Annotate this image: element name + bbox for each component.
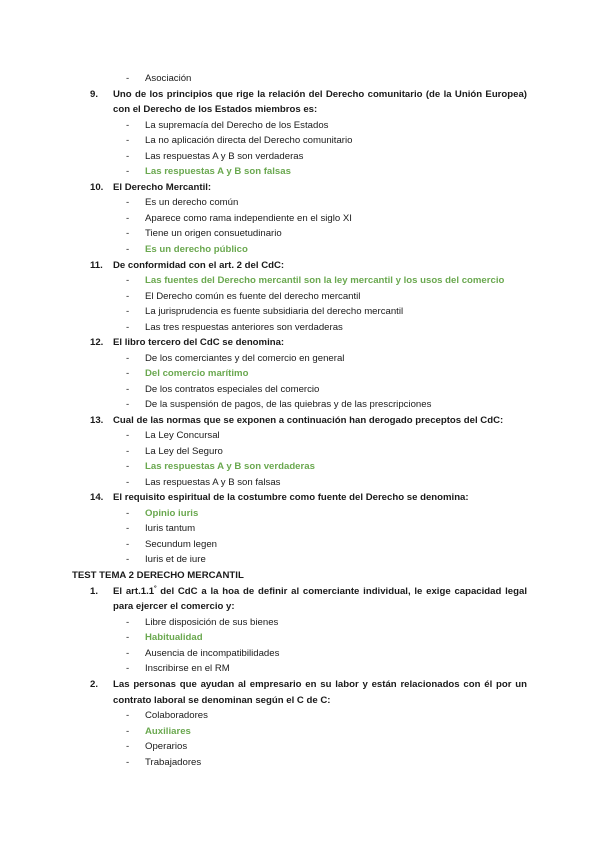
q13-text: Cual de las normas que se exponen a continuación han derogado preceptos del CdC: bbox=[113, 415, 504, 426]
bullet-dash: - bbox=[126, 430, 130, 441]
bullet-dash: - bbox=[126, 399, 130, 410]
q13-number: 13. bbox=[90, 415, 104, 426]
bullet-dash: - bbox=[126, 446, 130, 457]
bullet-dash: - bbox=[126, 368, 130, 379]
t2q2-option-b-correct: Auxiliares bbox=[145, 726, 191, 737]
q9-option-b: La no aplicación directa del Derecho comunitario bbox=[145, 135, 353, 146]
q9-option-a: La supremacía del Derecho de los Estados bbox=[145, 120, 329, 131]
t2q1-text-line2: para ejercer el comercio y: bbox=[113, 601, 235, 612]
q11-option-a-correct: Las fuentes del Derecho mercantil son la ley mercantil y los usos del comercio bbox=[145, 275, 505, 286]
t2q2-option-d: Trabajadores bbox=[145, 757, 202, 768]
q13-option-c-correct: Las respuestas A y B son verdaderas bbox=[145, 461, 315, 472]
t2q1-number: 1. bbox=[90, 586, 99, 597]
bullet-dash: - bbox=[126, 648, 130, 659]
t2q1-option-b-correct: Habitualidad bbox=[145, 632, 203, 643]
bullet-dash: - bbox=[126, 384, 130, 395]
bullet-dash: - bbox=[126, 322, 130, 333]
q14-option-c: Secundum legen bbox=[145, 539, 218, 550]
bullet-dash: - bbox=[126, 710, 130, 721]
q11-option-c: La jurisprudencia es fuente subsidiaria del derecho mercantil bbox=[145, 306, 404, 317]
bullet-dash: - bbox=[126, 663, 130, 674]
bullet-dash: - bbox=[126, 461, 130, 472]
q12-option-a: De los comerciantes y del comercio en general bbox=[145, 353, 345, 364]
q10-option-c: Tiene un origen consuetudinario bbox=[145, 228, 282, 239]
t2q1-text-b: del CdC a la hoa de definir al comerciante individual, le exige capacidad legal bbox=[156, 586, 527, 597]
q11-number: 11. bbox=[90, 260, 103, 271]
t2q2-number: 2. bbox=[90, 679, 99, 690]
bullet-dash: - bbox=[126, 166, 130, 177]
bullet-dash: - bbox=[126, 228, 130, 239]
bullet-dash: - bbox=[126, 757, 130, 768]
q12-option-b-correct: Del comercio marítimo bbox=[145, 368, 249, 379]
q12-option-c: De los contratos especiales del comercio bbox=[145, 384, 320, 395]
q14-option-b: Iuris tantum bbox=[145, 523, 196, 534]
t2q1-text-a: El art.1.1 bbox=[113, 586, 155, 597]
bullet-dash: - bbox=[126, 617, 130, 628]
q10-option-a: Es un derecho común bbox=[145, 197, 239, 208]
t2q2-option-a: Colaboradores bbox=[145, 710, 208, 721]
section-heading: TEST TEMA 2 DERECHO MERCANTIL bbox=[72, 570, 244, 581]
bullet-dash: - bbox=[126, 135, 130, 146]
q14-option-a-correct: Opinio iuris bbox=[145, 508, 199, 519]
bullet-dash: - bbox=[126, 151, 130, 162]
q10-option-b: Aparece como rama independiente en el siglo XI bbox=[145, 213, 352, 224]
q12-option-d: De la suspensión de pagos, de las quiebras y de las prescripciones bbox=[145, 399, 432, 410]
bullet-dash: - bbox=[126, 477, 130, 488]
bullet-dash: - bbox=[126, 632, 130, 643]
t2q1-superscript: º bbox=[154, 584, 157, 592]
bullet-dash: - bbox=[126, 306, 130, 317]
bullet-dash: - bbox=[126, 120, 130, 131]
bullet-dash: - bbox=[126, 244, 130, 255]
q9-option-c: Las respuestas A y B son verdaderas bbox=[145, 151, 304, 162]
t2q1-text-line1 bbox=[113, 585, 527, 599]
bullet-dash: - bbox=[126, 726, 130, 737]
bullet-dash: - bbox=[126, 275, 130, 286]
bullet-dash: - bbox=[126, 291, 130, 302]
t2q2-text-line1: Las personas que ayudan al empresario en su labor y están relacionados con él por un bbox=[113, 679, 527, 690]
q10-number: 10. bbox=[90, 182, 104, 193]
bullet-dash: - bbox=[126, 741, 130, 752]
q11-option-b: El Derecho común es fuente del derecho mercantil bbox=[145, 291, 361, 302]
t2q1-option-a: Libre disposición de sus bienes bbox=[145, 617, 279, 628]
q11-option-d: Las tres respuestas anteriores son verdaderas bbox=[145, 322, 343, 333]
q12-number: 12. bbox=[90, 337, 104, 348]
q13-option-a: La Ley Concursal bbox=[145, 430, 220, 441]
bullet-dash: - bbox=[126, 73, 130, 84]
t2q2-option-c: Operarios bbox=[145, 741, 188, 752]
bullet-dash: - bbox=[126, 539, 130, 550]
t2q1-option-d: Inscribirse en el RM bbox=[145, 663, 230, 674]
bullet-dash: - bbox=[126, 197, 130, 208]
q12-text: El libro tercero del CdC se denomina: bbox=[113, 337, 285, 348]
q13-option-d: Las respuestas A y B son falsas bbox=[145, 477, 281, 488]
q11-text: De conformidad con el art. 2 del CdC: bbox=[113, 260, 285, 271]
bullet-dash: - bbox=[126, 523, 130, 534]
q13-option-b: La Ley del Seguro bbox=[145, 446, 223, 457]
q14-number: 14. bbox=[90, 492, 104, 503]
q14-text: El requisito espiritual de la costumbre como fuente del Derecho se denomina: bbox=[113, 492, 469, 503]
q9-number: 9. bbox=[90, 89, 99, 100]
q10-option-d-correct: Es un derecho público bbox=[145, 244, 248, 255]
q9-option-d-correct: Las respuestas A y B son falsas bbox=[145, 166, 291, 177]
q14-option-d: Iuris et de iure bbox=[145, 554, 206, 565]
q9-text-line1: Uno de los principios que rige la relación del Derecho comunitario (de la Unión Europea) bbox=[113, 89, 527, 100]
q10-text: El Derecho Mercantil: bbox=[113, 182, 212, 193]
q8-option-d: Asociación bbox=[145, 73, 192, 84]
t2q1-option-c: Ausencia de incompatibilidades bbox=[145, 648, 280, 659]
t2q2-text-line2: contrato laboral se denominan según el C de C: bbox=[113, 695, 331, 706]
bullet-dash: - bbox=[126, 554, 130, 565]
q9-text-line2: con el Derecho de los Estados miembros es: bbox=[113, 104, 318, 115]
bullet-dash: - bbox=[126, 213, 130, 224]
bullet-dash: - bbox=[126, 353, 130, 364]
bullet-dash: - bbox=[126, 508, 130, 519]
